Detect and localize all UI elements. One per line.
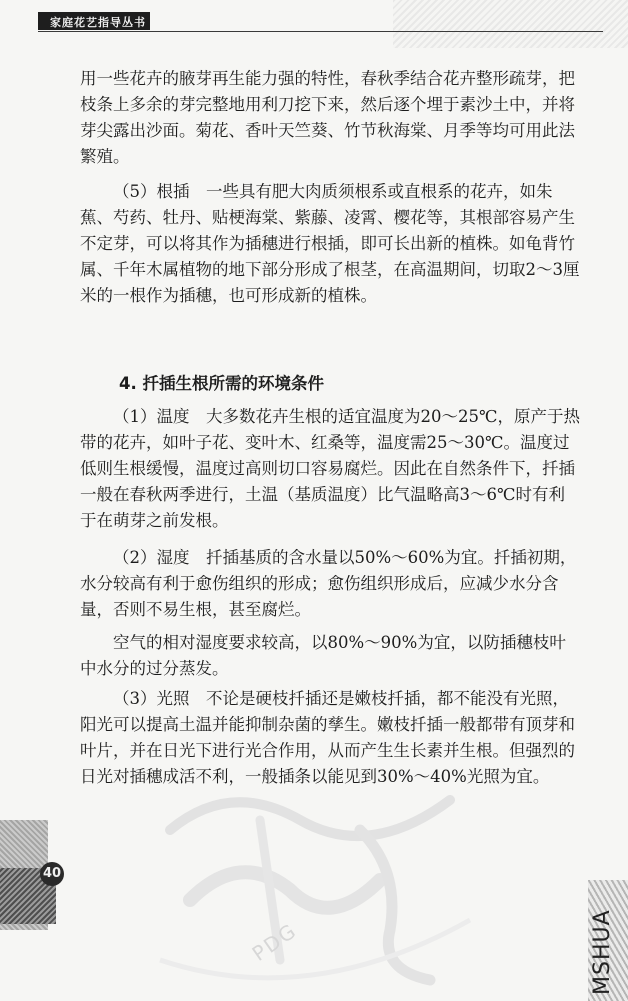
paragraph-light: （3）光照 不论是硬枝扦插还是嫩枝扦插，都不能没有光照，阳光可以提高土温并能抑制杂菌的孳生。嫩枝扦插一般都带有顶芽和叶片，并在日光下进行光合作用，从而产生生长素并生根。但强烈的日光对插穗成活不利，一般插条以能见到30%～40%光照为宜。 xyxy=(80,689,575,786)
paragraph-humidity: （2）湿度 扦插基质的含水量以50%～60%为宜。扦插初期，水分较高有利于愈伤组织的形成；愈伤组织形成后，应减少水分含量，否则不易生根，甚至腐烂。 xyxy=(80,548,577,619)
section-heading: 4. 扦插生根所需的环境条件 xyxy=(119,374,324,393)
series-title: 家庭花艺指导丛书 xyxy=(50,16,146,29)
site-watermark: MSHUA xyxy=(590,909,615,995)
paragraph-root-cutting: （5）根插 一些具有肥大肉质须根系或直根系的花卉，如朱蕉、芍药、牡丹、贴梗海棠、紫藤、凌霄、樱花等，其根部容易产生不定芽，可以将其作为插穗进行根插，即可长出新的植株。如龟背竹属、千年木属植物的地下部分形成了根茎，在高温期间，切取2～3厘米的一根作为插穗，也可形成新的植株。 xyxy=(80,182,580,305)
paragraph-intro: 用一些花卉的腋芽再生能力强的特性，春秋季结合花卉整形疏芽，把枝条上多余的芽完整地用利刀挖下来，然后逐个埋于素沙土中，并将芽尖露出沙面。菊花、香叶天竺葵、竹节秋海棠、月季等均可用此法繁殖。 xyxy=(80,69,575,166)
paragraph-air-humidity: 空气的相对湿度要求较高，以80%～90%为宜，以防插穗枝叶中水分的过分蒸发。 xyxy=(80,633,566,678)
calligraphy-watermark xyxy=(150,760,480,1000)
page-number: 40 xyxy=(42,866,62,881)
watermark-label: PDG xyxy=(247,918,302,966)
header-divider xyxy=(38,31,603,32)
paragraph-temperature: （1）温度 大多数花卉生根的适宜温度为20～25℃，原产于热带的花卉，如叶子花、变叶木、红桑等，温度需25～30℃。温度过低则生根缓慢，温度过高则切口容易腐烂。因此在自然条件下，扦插一般在春秋两季进行，土温（基质温度）比气温略高3～6℃时有利于在萌芽之前发根。 xyxy=(80,407,580,530)
scan-noise-top xyxy=(393,0,628,48)
